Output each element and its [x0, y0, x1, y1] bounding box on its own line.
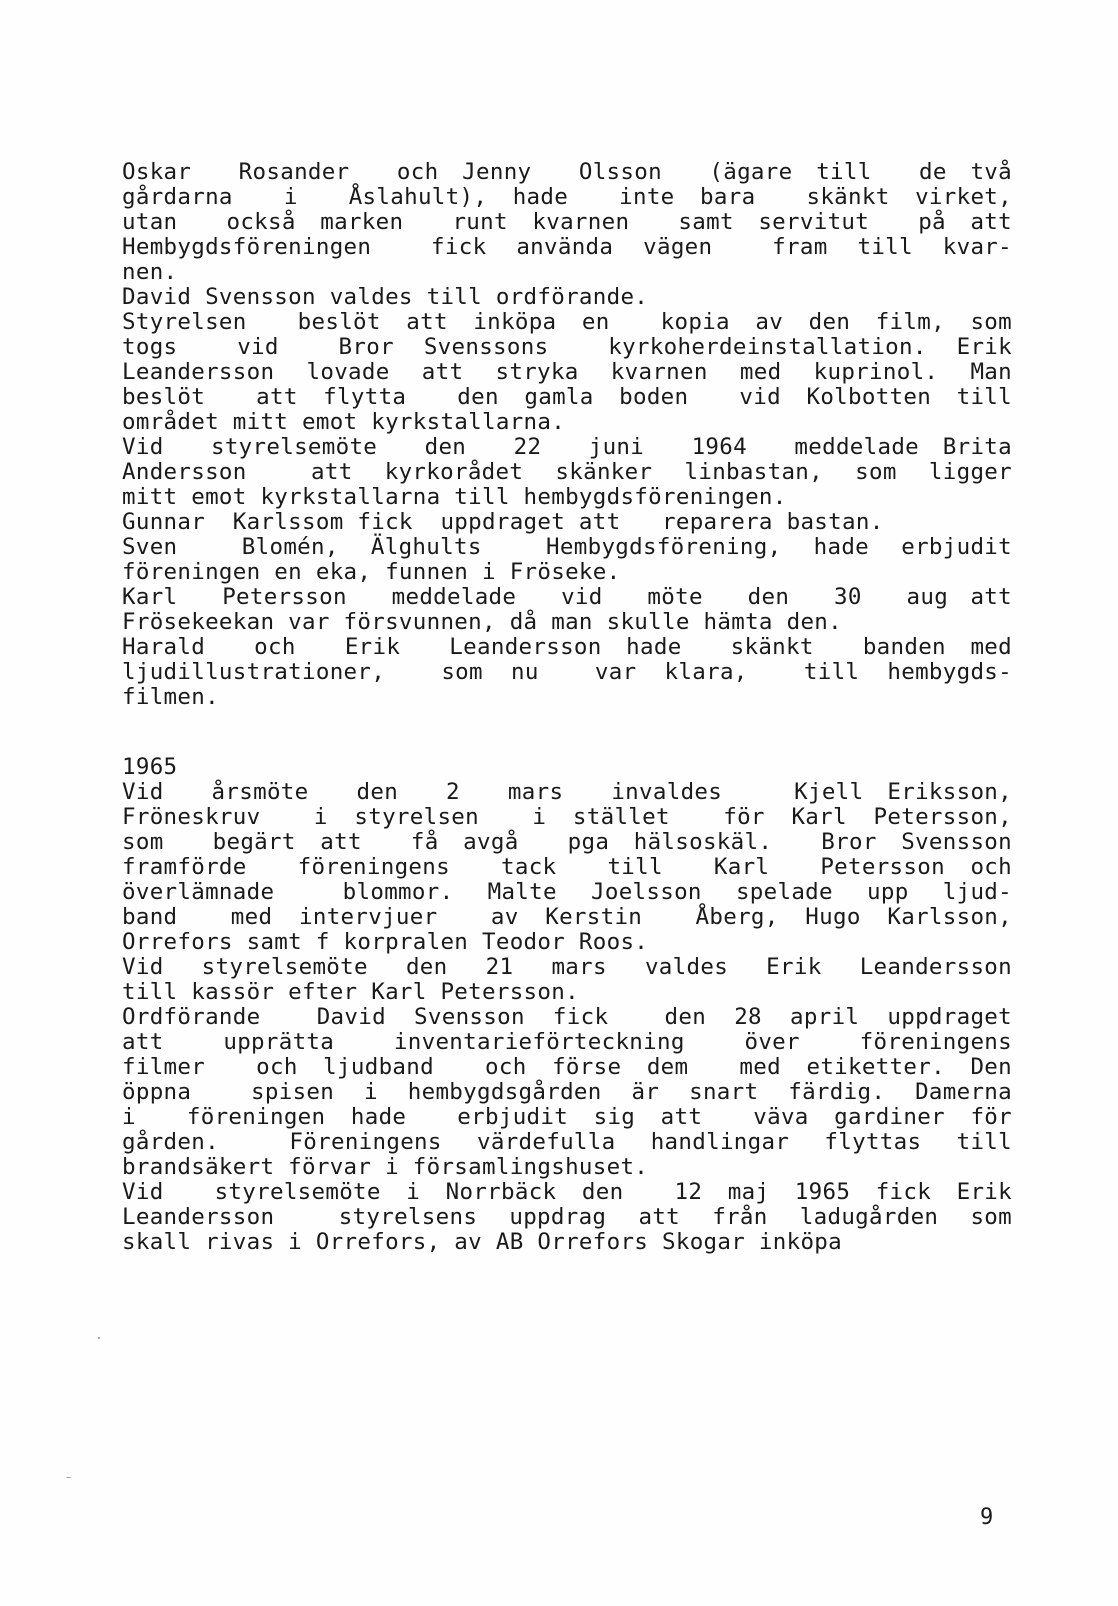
- text-line: Andersson att kyrkorådet skänker linbastan, som ligger: [122, 459, 1012, 485]
- text-line: ljudillustrationer, som nu var klara, till hembygds-: [122, 659, 1012, 685]
- text-line: 1965: [122, 754, 178, 780]
- text-line: Karl Petersson meddelade vid möte den 30 aug att: [122, 584, 1012, 610]
- text-line: Vid styrelsemöte i Norrbäck den 12 maj 1965 fick Erik: [122, 1179, 1012, 1205]
- text-line: togs vid Bror Svenssons kyrkoherdeinstallation. Erik: [122, 334, 1012, 360]
- text-line: Frösekeekan var försvunnen, då man skulle hämta den.: [122, 609, 842, 635]
- text-line: som begärt att få avgå pga hälsoskäl. Bror Svensson: [122, 829, 1012, 855]
- text-line: nen.: [122, 259, 178, 285]
- text-line: skall rivas i Orrefors, av AB Orrefors Skogar inköpa: [122, 1229, 842, 1255]
- text-line: Gunnar Karlssom fick uppdraget att reparera bastan.: [122, 509, 884, 535]
- scan-speck: [66, 1477, 71, 1478]
- text-line: Ordförande David Svensson fick den 28 april uppdraget: [122, 1004, 1012, 1030]
- text-line: brandsäkert förvar i församlingshuset.: [122, 1154, 649, 1180]
- text-line: Vid årsmöte den 2 mars invaldes Kjell Eriksson,: [122, 779, 1012, 805]
- text-line: Vid styrelsemöte den 22 juni 1964 meddelade Brita: [122, 434, 1012, 460]
- text-line: Leandersson lovade att stryka kvarnen med kuprinol. Man: [122, 359, 1012, 385]
- text-line: Vid styrelsemöte den 21 mars valdes Erik Leandersson: [122, 954, 1012, 980]
- text-line: Orrefors samt f korpralen Teodor Roos.: [122, 929, 649, 955]
- text-line: Leandersson styrelsens uppdrag att från ladugården som: [122, 1204, 1012, 1230]
- scan-speck: [98, 1337, 100, 1339]
- text-line: filmen.: [122, 684, 219, 710]
- text-line: Styrelsen beslöt att inköpa en kopia av den film, som: [122, 309, 1012, 335]
- text-line: gårdarna i Åslahult), hade inte bara skänkt virket,: [122, 184, 1012, 210]
- text-line: beslöt att flytta den gamla boden vid Kolbotten till: [122, 384, 1012, 410]
- page-number: 9: [980, 1505, 994, 1530]
- text-line: gården. Föreningens värdefulla handlingar flyttas till: [122, 1129, 1012, 1155]
- text-line: mitt emot kyrkstallarna till hembygdsföreningen.: [122, 484, 787, 510]
- text-line: Sven Blomén, Älghults Hembygdsförening, hade erbjudit: [122, 534, 1012, 560]
- text-line: utan också marken runt kvarnen samt servitut på att: [122, 209, 1012, 235]
- text-line: att upprätta inventarieförteckning över föreningens: [122, 1029, 1012, 1055]
- text-line: till kassör efter Karl Petersson.: [122, 979, 579, 1005]
- text-line: Fröneskruv i styrelsen i stället för Karl Petersson,: [122, 804, 1012, 830]
- text-line: framförde föreningens tack till Karl Petersson och: [122, 854, 1012, 880]
- text-line: föreningen en eka, funnen i Fröseke.: [122, 559, 621, 585]
- text-line: filmer och ljudband och förse dem med etiketter. Den: [122, 1054, 1012, 1080]
- text-line: Harald och Erik Leandersson hade skänkt banden med: [122, 634, 1012, 660]
- text-line: Hembygdsföreningen fick använda vägen fram till kvar-: [122, 234, 1012, 260]
- text-line: Oskar Rosander och Jenny Olsson (ägare till de två: [122, 159, 1012, 185]
- text-line: David Svensson valdes till ordförande.: [122, 284, 649, 310]
- text-line: överlämnade blommor. Malte Joelsson spelade upp ljud-: [122, 879, 1012, 905]
- body-text-block-1: [122, 160, 1012, 710]
- body-text-block-2: [122, 755, 1012, 1255]
- text-line: band med intervjuer av Kerstin Åberg, Hugo Karlsson,: [122, 904, 1012, 930]
- text-line: området mitt emot kyrkstallarna.: [122, 409, 566, 435]
- text-line: i föreningen hade erbjudit sig att väva gardiner för: [122, 1104, 1012, 1130]
- text-line: öppna spisen i hembygdsgården är snart färdig. Damerna: [122, 1079, 1012, 1105]
